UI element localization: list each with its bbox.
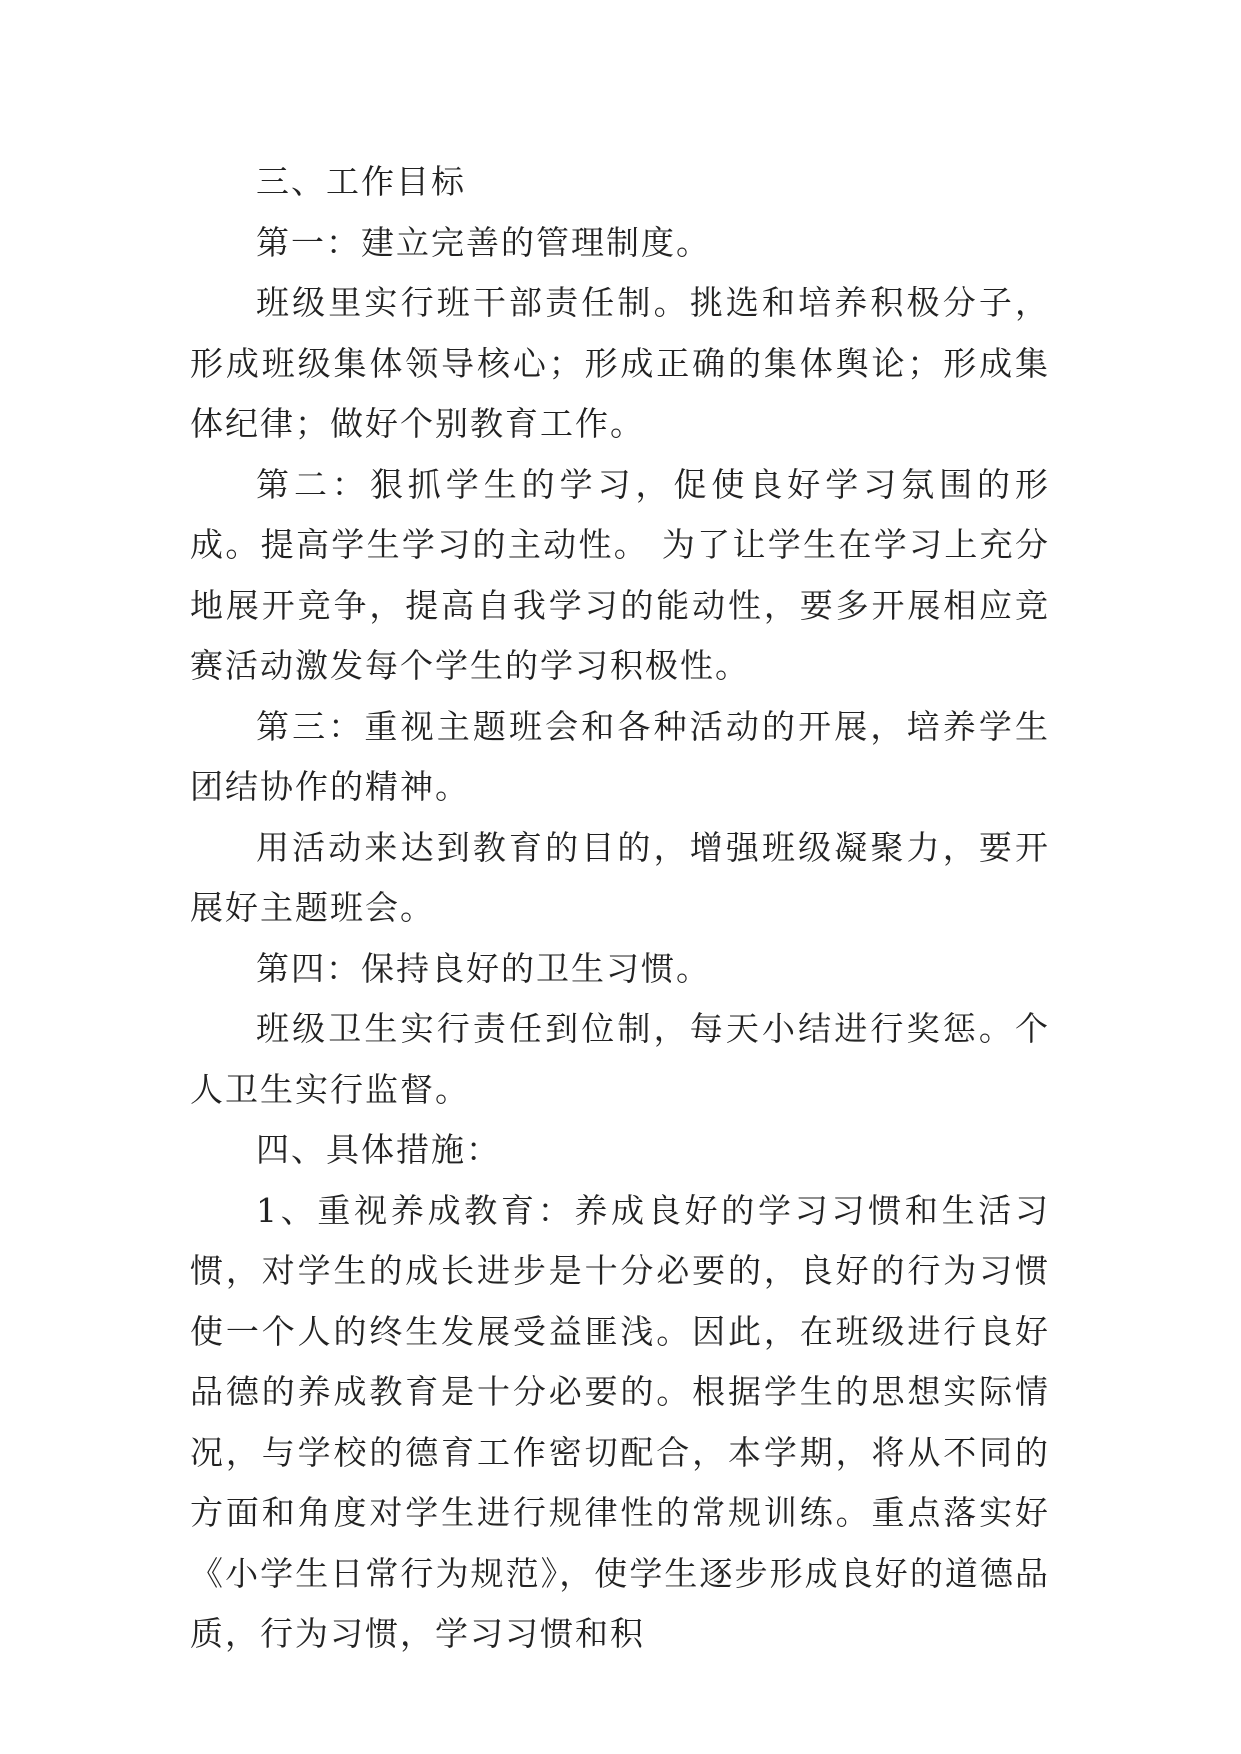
goal-four-body: 班级卫生实行责任到位制，每天小结进行奖惩。个人卫生实行监督。 (190, 1009, 1050, 1109)
goal-three-heading: 第三：重视主题班会和各种活动的开展，培养学生团结协作的精神。 (190, 706, 1050, 806)
goal-two-paragraph: 第二：狠抓学生的学习，促使良好学习氛围的形成。提高学生学习的主动性。 为了让学生在学习上充分地展开竞争，提高自我学习的能动性，要多开展相应竞赛活动激发每个学生的学习积极性。 (190, 464, 1050, 685)
section-heading-work-goals: 三、工作目标 (256, 162, 466, 201)
goal-four-heading: 第四：保持良好的卫生习惯。 (256, 948, 711, 988)
measure-one-paragraph: 1、重视养成教育：养成良好的学习习惯和生活习惯，对学生的成长进步是十分必要的，良好的行为习惯使一个人的终生发展受益匪浅。因此，在班级进行良好品德的养成教育是十分必要的。根据学生的思想实际情况，与学校的德育工作密切配合，本学期，将从不同的方面和角度对学生进行规律性的常规训练。重点落实好《小学生日常行为规范》，使学生逐步形成良好的道德品质，行为习惯，学习习惯和积 (190, 1190, 1050, 1653)
section-heading-measures: 四、具体措施： (256, 1130, 501, 1169)
goal-one-body: 班级里实行班干部责任制。挑选和培养积极分子，形成班级集体领导核心；形成正确的集体舆论；形成集体纪律；做好个别教育工作。 (190, 283, 1050, 443)
goal-one-heading: 第一：建立完善的管理制度。 (256, 222, 711, 262)
goal-three-body: 用活动来达到教育的目的，增强班级凝聚力，要开展好主题班会。 (190, 827, 1050, 927)
document-body (190, 152, 1050, 1665)
